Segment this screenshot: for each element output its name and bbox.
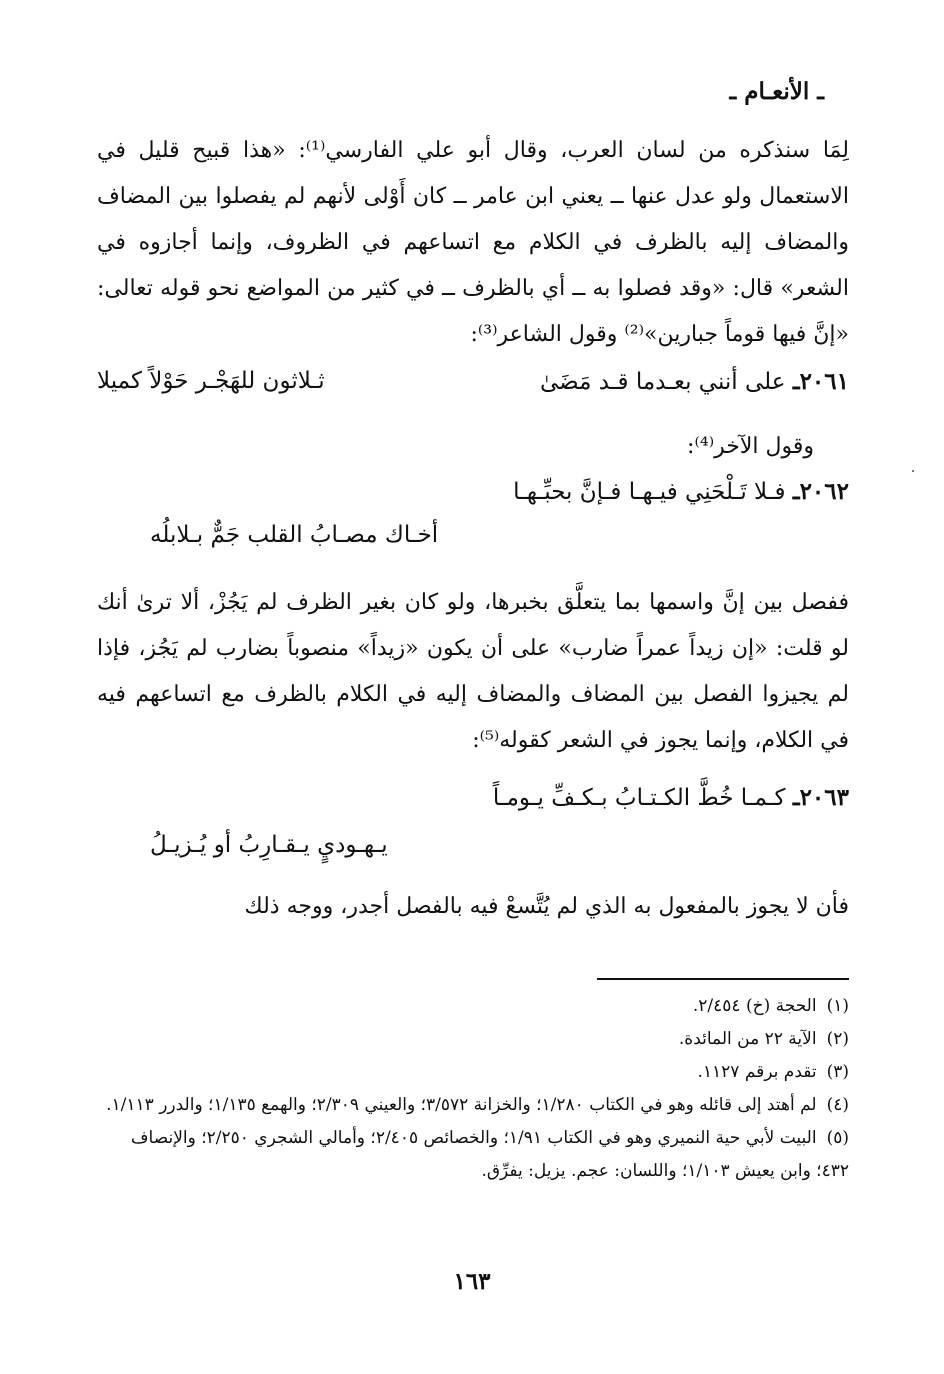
verse-second-hemistich: يـهـوديٍ يـقـارِبُ أو يُـزيـلُ — [150, 832, 388, 858]
footnotes — [97, 990, 849, 1188]
footnote-separator — [597, 978, 849, 980]
verse-first-hemistich: كـمـا خُطَّ الكـتـابُ بـكـفِّ يـومـاً — [492, 785, 786, 811]
verse-first-hemistich: على أنني بعـدما قـد مَضَىٰ — [539, 369, 786, 395]
opening-paragraph — [97, 128, 849, 358]
footnote-text: لم أهتد إلى قائله وهو في الكتاب ١/٢٨٠؛ والخزانة ٣/٥٧٢؛ والعيني ٢/٣٠٩؛ والهمع ١/١٣٥؛ والدرر ١/١١٣. — [106, 1095, 817, 1115]
verse-number: ٢٠٦١ـ — [792, 368, 849, 395]
footnote-1 — [97, 990, 849, 1023]
footnote-number: (٥) — [826, 1128, 849, 1148]
verse-2062 — [97, 478, 849, 505]
verse-second-hemistich: أخـاك مصـابُ القلب جَمٌّ بـلابلُه — [150, 522, 439, 548]
closing-paragraph: فأن لا يجوز بالمفعول به الذي لم يُتَّسعْ فيه بالفصل أجدر، ووجه ذلك — [244, 894, 849, 919]
paragraph-text: لِمَا سنذكره من لسان العرب، وقال أبو علي الفارسي⁽¹⁾: «هذا قبيح قليل في الاستعمال ولو عدل عنها ــ يعني ابن عامر ــ كان أَوْلى لأنهم لم يفصلوا بين المضاف والمضاف إليه بالظرف في الكلام مع اتساعهم في الظروف، وإنما أجازوه في الشعر» قال: «وقد فصلوا به ــ أي بالظرف ــ في كثير من المواضع نحو قوله تعالى: «إنَّ فيها قوماً جبارين»⁽²⁾ وقول الشاعر⁽³⁾: — [97, 138, 849, 347]
margin-speck — [912, 470, 914, 472]
verse-number: ٢٠٦٣ـ — [792, 784, 849, 811]
footnote-4 — [97, 1089, 849, 1122]
footnote-number: (١) — [826, 996, 849, 1016]
footnote-text: تقدم برقم ١١٢٧. — [697, 1062, 817, 1082]
footnote-2 — [97, 1023, 849, 1056]
running-title: ـ الأنعـام ـ — [729, 78, 824, 105]
analysis-paragraph: ففصل بين إنَّ واسمها بما يتعلَّق بخبرها، ولو كان بغير الظرف لم يَجُزْ، ألا ترىٰ أنك لو قلت: «إن زيداً عمراً ضارب» على أن يكون «زيداً» منصوباً بضارب لم يَجُز، فإذا لم يجيزوا الفصل بين المضاف والمضاف إليه في الكلام بالظرف مع اتساعهم فيه في الكلام، وإنما يجوز في الشعر كقوله⁽⁵⁾: — [97, 590, 849, 753]
verse-2061 — [97, 368, 849, 395]
footnote-text: البيت لأبي حية النميري وهو في الكتاب ١/٩١؛ والخصائص ٢/٤٠٥؛ وأمالي الشجري ٢/٢٥٠؛ والإنصاف ٤٣٢؛ وابن يعيش ١/١٠٣؛ واللسان: عجم. يزيل: يفرِّق. — [130, 1128, 849, 1181]
footnote-text: الحجة (خ) ٢/٤٥٤. — [692, 996, 817, 1016]
footnote-number: (٣) — [826, 1062, 849, 1082]
verse-second-hemistich: ثـلاثون للهَجْـر حَوْلاً كميلا — [97, 368, 325, 394]
verse-first-hemistich: فـلا تَـلْحَنِي فيـهـا فـإنَّ بحبِّـهـا — [513, 479, 786, 505]
verse-number: ٢٠٦٢ـ — [792, 478, 849, 505]
footnote-number: (٢) — [826, 1029, 849, 1049]
footnote-5 — [97, 1122, 849, 1188]
footnote-number: (٤) — [826, 1095, 849, 1115]
footnote-3 — [97, 1056, 849, 1089]
page-number: ١٦٣ — [453, 1268, 491, 1295]
verse-introduction: وقول الآخر⁽⁴⁾: — [687, 434, 814, 459]
verse-2063 — [97, 784, 849, 811]
footnote-text: الآية ٢٢ من المائدة. — [678, 1029, 817, 1049]
